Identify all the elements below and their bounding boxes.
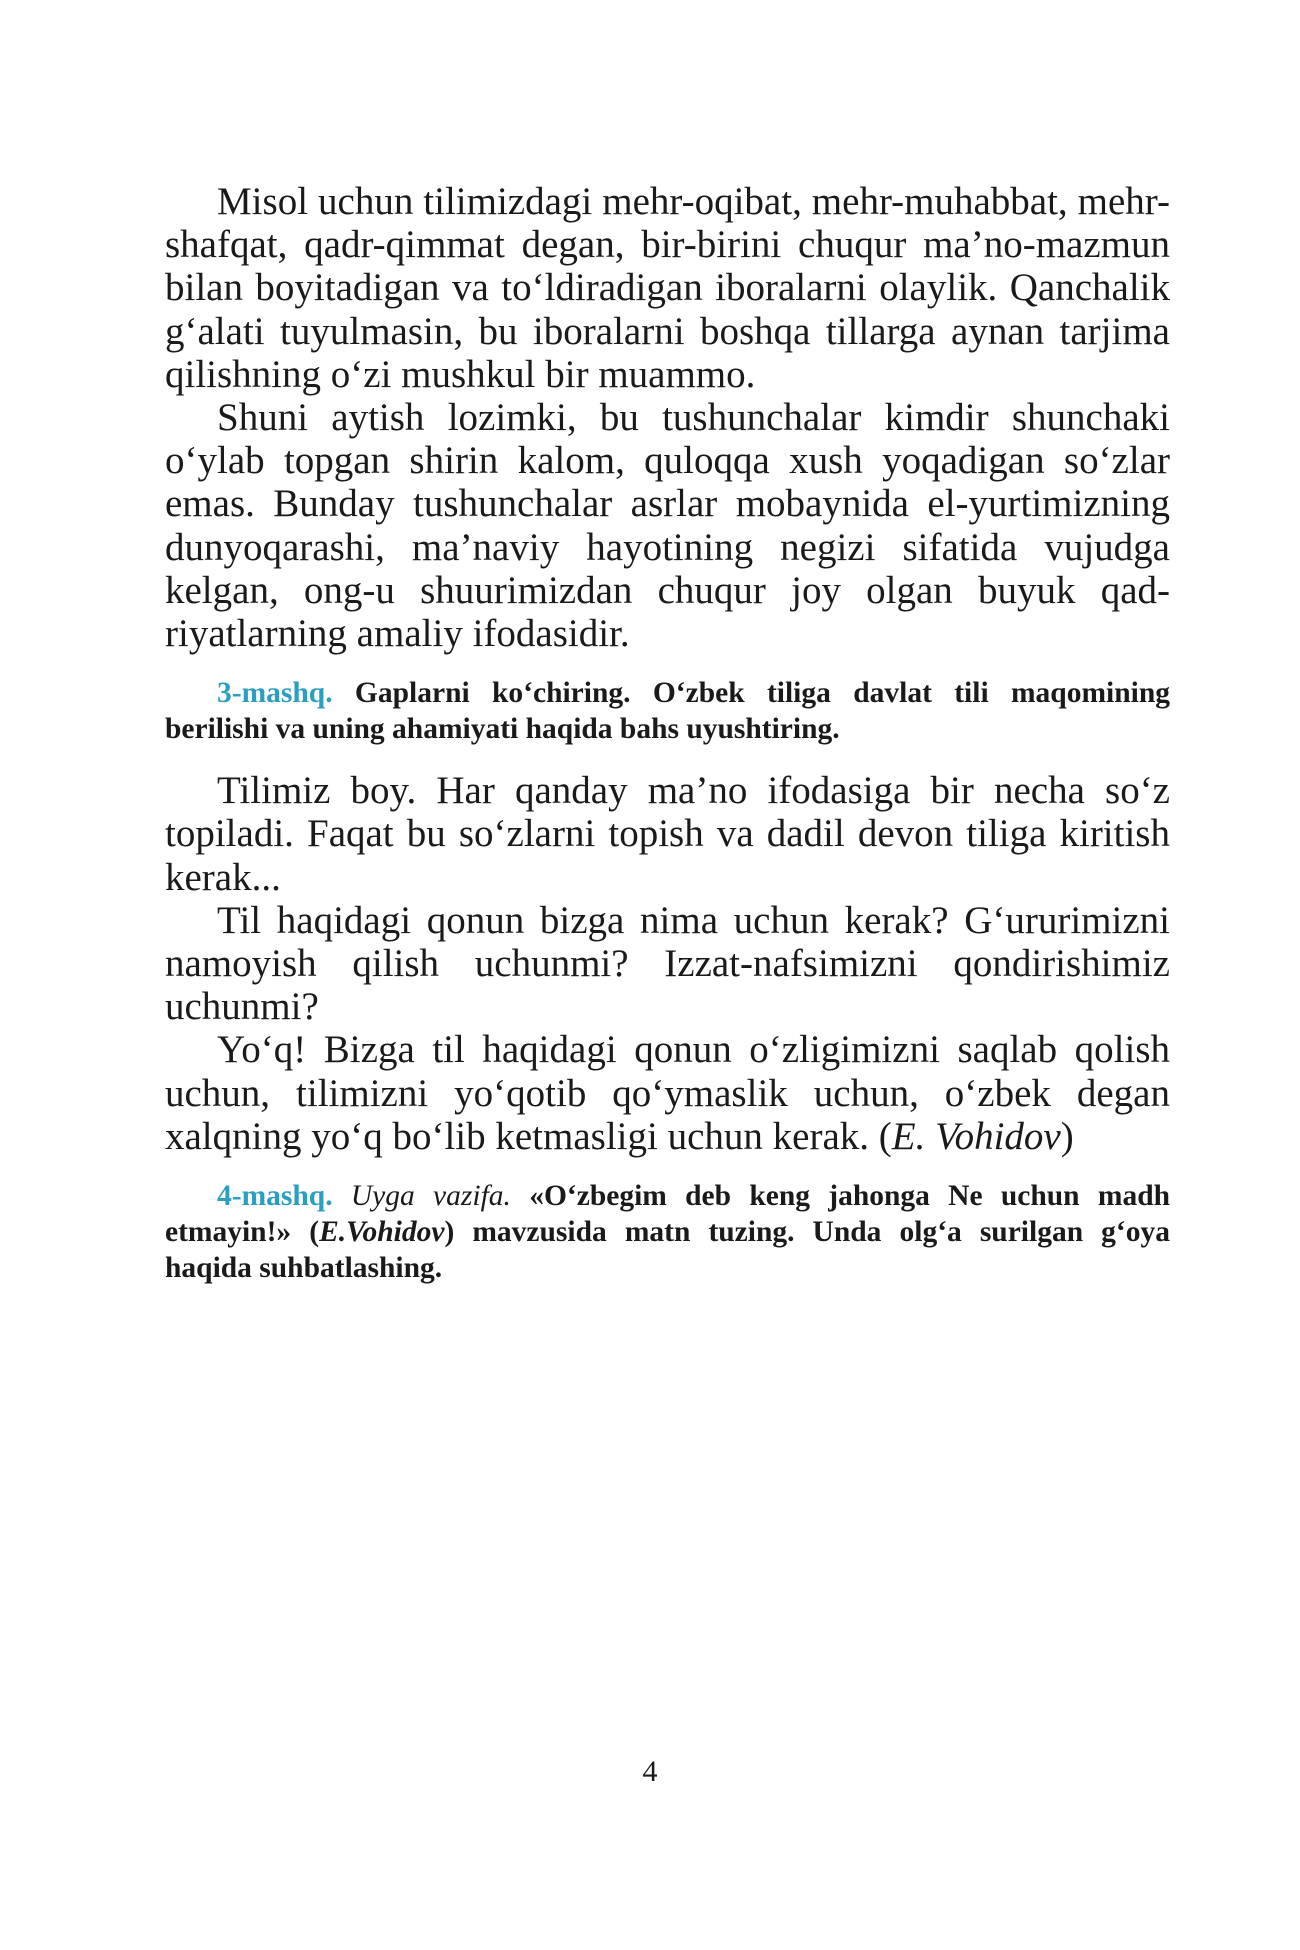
exercise-text: «O‘zbegim deb keng jahonga Ne uchun madh etmayin!» ( xyxy=(165,1180,1171,1249)
exercise-italic-label: Uyga vazifa. xyxy=(350,1180,511,1213)
page-content xyxy=(165,180,1170,1286)
paragraph: Tilimiz boy. Har qanday ma’no ifodasiga bir necha so‘z topiladi. Faqat bu so‘zlarni topish va dadil devon tiliga kiritish kerak... xyxy=(165,769,1170,899)
paragraph: Misol uchun tilimizdagi mehr-oqibat, mehr-muhabbat, mehr-shafqat, qadr-qimmat degan, bir-birini chuqur ma’no-mazmun bilan boyitadigan va to‘ldiradigan iboralarni olaylik. Qanchalik g‘alati tuyulmasin, bu iboralarni boshqa tillarga aynan tarjima qilishning o‘zi mushkul bir muammo. xyxy=(165,180,1170,396)
page-number: 4 xyxy=(642,1755,658,1788)
paragraph-text: Yo‘q! Bizga til haqidagi qonun o‘zligimizni saqlab qolish uchun, tilimizni yo‘qotib qo‘ymaslik uchun, o‘zbek degan xalqning yo‘q bo‘lib ketmasligi uchun kerak. ( xyxy=(165,1028,1170,1158)
paragraph: Til haqidagi qonun bizga nima uchun kerak? G‘ururimizni namoyish qilish uchunmi? Izzat-nafsimizni qondirishimiz uchunmi? xyxy=(165,898,1170,1029)
exercise-text: Gaplarni ko‘chiring. O‘zbek tiliga davlat tili maqomining berilishi va uning ahamiyati haqida bahs uyushtiring. xyxy=(165,677,1170,746)
exercise-text: ) mavzusida matn tuzing. Unda olg‘a surilgan g‘oya haqida suhbatlashing. xyxy=(165,1216,1170,1285)
exercise-4 xyxy=(165,1178,1170,1286)
author-name: E.Vohidov xyxy=(319,1216,445,1249)
exercise-3 xyxy=(165,675,1170,747)
paragraph: Shuni aytish lozimki, bu tushunchalar kimdir shunchaki o‘ylab topgan shirin kalom, quloqqa xush yoqadigan so‘zlar emas. Bunday tushunchalar asrlar mobaynida el-yurtimizning dunyoqarashi, ma’naviy hayotining negizi sifatida vujudga kelgan, ong-u shuurimizdan chuqur joy olgan buyuk qad-riyatlarning amaliy ifodasidir. xyxy=(165,396,1170,656)
exercise-label: 4-mashq. xyxy=(217,1180,333,1213)
exercise-label: 3-mashq. xyxy=(217,677,333,710)
section-1 xyxy=(165,180,1170,655)
paragraph xyxy=(165,1028,1170,1158)
section-2 xyxy=(165,769,1170,1158)
author-name: E. Vohidov xyxy=(891,1114,1061,1158)
closing-paren: ) xyxy=(1060,1114,1074,1158)
